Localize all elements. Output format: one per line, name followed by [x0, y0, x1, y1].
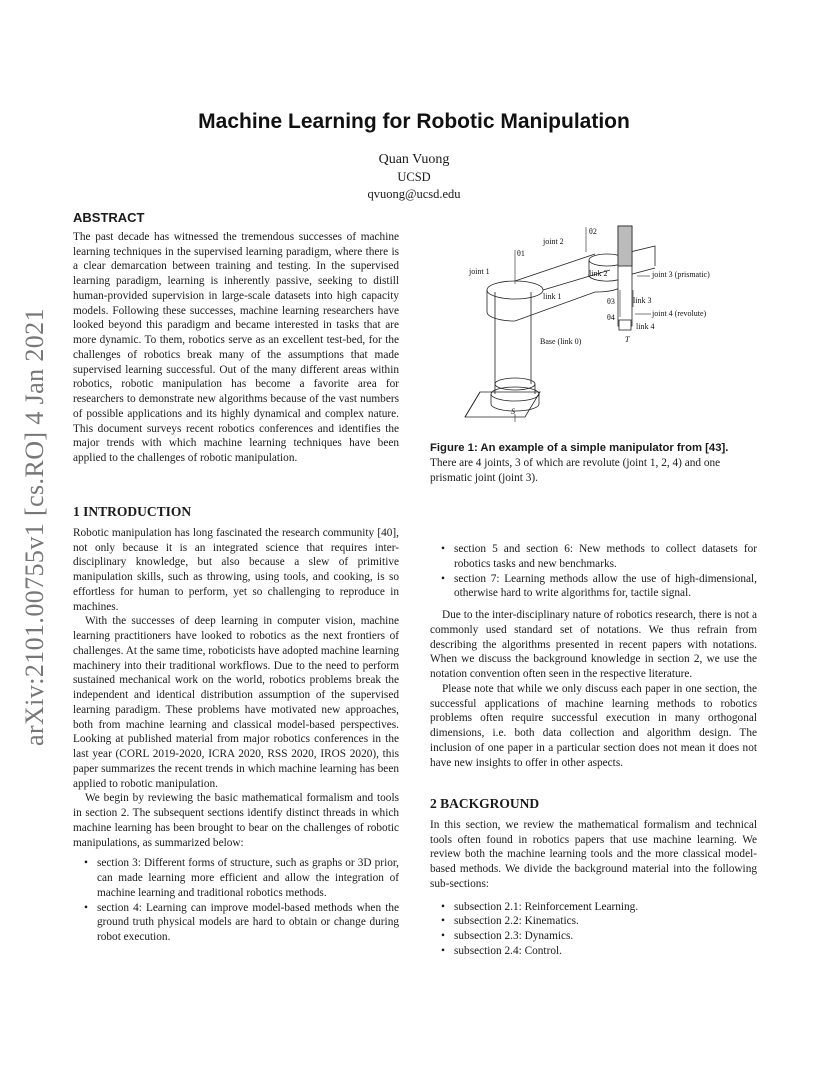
intro-left-column: [73, 505, 399, 945]
base-platform: [465, 392, 540, 417]
list-item: • subsection 2.1: Reinforcement Learning.: [430, 900, 757, 915]
link1-label: link 1: [543, 292, 562, 301]
author-affiliation: UCSD: [397, 170, 431, 184]
intro-paragraph-2: With the successes of deep learning in computer vision, machine learning practitioners have looked to robotics as the next frontiers of challenges. At the same time, roboticists have adopted machine learning machinery into their traditional workflows. Due to the need to perform sustained mechanical work on the world, robotics problems break the independent and identical distribution assumption of the supervised learning paradigm. These problems have motivated new approaches, both from machine learning and classical model-based perspectives. Looking at published material from major robotics conferences in the last year (CORL 2019-2020, ICRA 2020, RSS 2020, IROS 2020), this paper summarizes the recent trends in which machine learning has been applied to robotic manipulation.: [73, 615, 399, 790]
abstract-text: The past decade has witnessed the tremendous successes of machine learning techniques in the supervised learning paradigm, where there is a clear demarcation between training and testing. In the supervised learning paradigm, learning is inherently passive, seeking to distill human-provided supervision in large-scale datasets into high capacity models. Following these successes, machine learning researchers have looked beyond this paradigm and became interested in tasks that are more dynamic. To them, robotics serve as an excellent test-bed, for the challenges of robotics break many of the assumptions that made supervised learning successful. Out of the many different areas within robotics, robotic manipulation has become a favorite area for researchers to demonstrate new algorithms because of the vast numbers of possible applications and its highly dynamical and complex nature. This document surveys recent robotics conferences and identifies the major trends with which machine learning techniques have been applied to the challenges of robotic manipulation.: [73, 230, 399, 464]
author-name: Quan Vuong: [378, 152, 450, 167]
figure-caption-bold: Figure 1: An example of a simple manipulator from [43].: [430, 442, 729, 454]
joint2-label: joint 2: [543, 237, 564, 246]
arxiv-id: arXiv:2101.00755v1 [cs.RO] 4 Jan 2021: [20, 308, 49, 746]
intro-paragraph-1: Robotic manipulation has long fascinated the research community [40], not only because it is an integrated science that requires inter-disciplinary knowledge, but also because a slew of primitive manipulation skills, such as throwing, using tools, and cooking, is so effortless for human to perform, yet so challenging to reproduce in machines.: [73, 526, 399, 613]
manipulator-figure: [455, 222, 755, 422]
intro-paragraph-3: We begin by reviewing the basic mathematical formalism and tools in section 2. The subsequent sections identify distinct threads in which machine learning has been brought to bear on the challenges of robotic manipulations, as summarized below:: [73, 792, 399, 849]
intro-heading: 1 INTRODUCTION: [73, 504, 192, 519]
theta2-label: θ2: [589, 227, 597, 236]
intro-paragraph-4: Due to the inter-disciplinary nature of robotics research, there is not a commonly used standard set of notations. We thus refrain from describing the algorithms presented in recent papers with notations. When we discuss the background knowledge in section 2, we use the notation convention often seen in the respective literature.: [430, 609, 757, 680]
intro-bullet-list-right: [430, 542, 757, 601]
list-item: • section 7: Learning methods allow the use of high-dimensional, otherwise hard to write algorithms for, tactile signal.: [430, 572, 757, 602]
abstract: [73, 211, 399, 466]
background-section: [430, 797, 757, 959]
abstract-heading: ABSTRACT: [73, 210, 145, 225]
author-email: qvuong@ucsd.edu: [367, 187, 461, 201]
list-item: • subsection 2.2: Kinematics.: [430, 914, 757, 929]
background-bullet-list: [430, 900, 757, 959]
list-item: • subsection 2.4: Control.: [430, 944, 757, 959]
list-item: • section 3: Different forms of structure, such as graphs or 3D prior, can made learning more efficient and allow the integration of machine learning and traditional robotics methods.: [73, 856, 399, 900]
theta1-label: θ1: [517, 249, 525, 258]
base-bottom: [491, 387, 539, 401]
arxiv-sidebar: [20, 297, 50, 757]
joint3-label: joint 3 (prismatic): [652, 270, 710, 279]
link4-label: link 4: [636, 322, 655, 331]
link3-label: link 3: [633, 296, 652, 305]
figure-caption: [430, 441, 757, 486]
figure-caption-text: There are 4 joints, 3 of which are revolute (joint 1, 2, 4) and one prismatic joint (joint 3).: [430, 457, 721, 484]
base-column: [495, 292, 531, 384]
intro-paragraph-5: Please note that while we only discuss each paper in one section, the successful applications of machine learning methods to robotics problems often require successful execution in many orthogonal dimensions, i.e. both data collection and algorithm design. The inclusion of one paper in a particular section does not mean it does not have new insights to offer in other aspects.: [430, 682, 757, 769]
list-item: • subsection 2.3: Dynamics.: [430, 929, 757, 944]
joint4-label: joint 4 (revolute): [652, 309, 707, 318]
background-heading: 2 BACKGROUND: [430, 796, 540, 811]
base-label: Base (link 0): [540, 337, 582, 346]
theta4-label: θ4: [607, 313, 615, 322]
list-item: • section 5 and section 6: New methods to collect datasets for robotics tasks and new benchmarks.: [430, 542, 757, 572]
intro-bullet-list-left: [73, 856, 399, 945]
list-item: • section 4: Learning can improve model-based methods when the ground truth physical models are hard to obtain or change during robot execution.: [73, 901, 399, 945]
background-paragraph-1: In this section, we review the mathematical formalism and technical tools often found in robotics papers that use machine learning. We review both the machine learning tools and the more classical model-based methods. We divide the background material into the following sub-sections:: [430, 818, 757, 890]
intro-right-column: [430, 542, 757, 770]
theta3-label: θ3: [607, 297, 615, 306]
paper-title: Machine Learning for Robotic Manipulation: [198, 110, 630, 133]
t-label: T: [625, 335, 630, 344]
joint1-label: joint 1: [469, 267, 490, 276]
link2-label: link 2: [589, 269, 608, 278]
s-label: S: [511, 407, 515, 416]
